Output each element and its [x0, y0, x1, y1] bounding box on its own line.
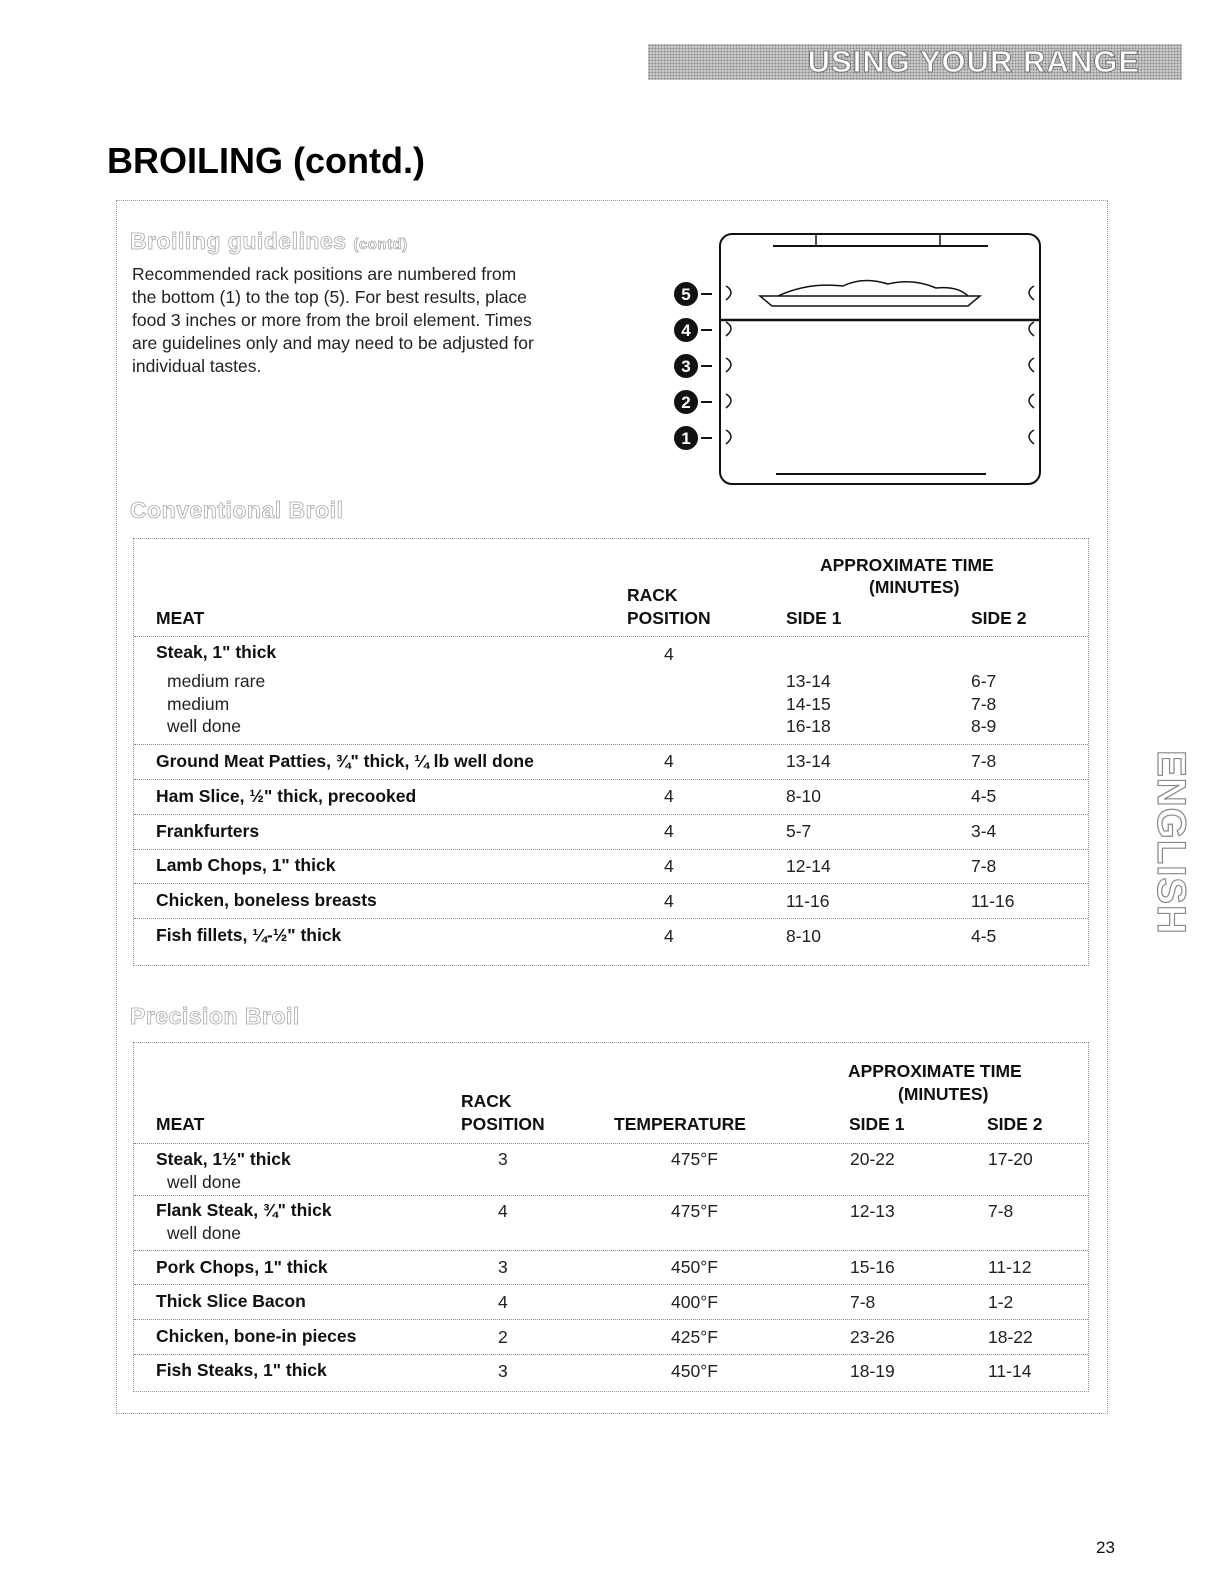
- conventional-broil-table: [133, 538, 1089, 966]
- table-row-side2: 17-20: [988, 1149, 1033, 1169]
- table-row-sub: well done: [167, 1223, 241, 1243]
- table-row-temp: 475°F: [671, 1201, 718, 1221]
- table-row-sub: well done: [167, 1172, 241, 1192]
- table-row-meat: Thick Slice Bacon: [156, 1291, 306, 1311]
- table-row-meat: Flank Steak, ¾" thick: [156, 1200, 332, 1220]
- table-row-side1: 20-22: [850, 1149, 895, 1169]
- precision-broil-table: [133, 1042, 1089, 1392]
- food-icon: [778, 280, 968, 296]
- table-row-temp: 425°F: [671, 1327, 718, 1347]
- guidelines-heading: [130, 228, 408, 255]
- table-row-rack: 4: [664, 891, 674, 911]
- table-row-rack: 4: [664, 926, 674, 946]
- table-row-side1: 5-7: [786, 821, 812, 841]
- guidelines-line: Recommended rack positions are numbered from: [132, 264, 517, 284]
- table-row-meat: Frankfurters: [156, 821, 260, 841]
- svg-text:2: 2: [681, 393, 691, 412]
- table-row-side1: 13-14: [786, 751, 831, 771]
- table-row-meat: well done: [167, 716, 241, 736]
- precision-broil-heading: Precision Broil: [130, 1003, 300, 1029]
- table-row-side1: 16-18: [786, 716, 831, 736]
- table-row-side2: 7-8: [988, 1201, 1014, 1221]
- table-row-side1: 12-13: [850, 1201, 895, 1221]
- guidelines-line: are guidelines only and may need to be adjusted for: [132, 333, 534, 353]
- table-row-temp: 450°F: [671, 1257, 718, 1277]
- table-row-side1: 12-14: [786, 856, 831, 876]
- guidelines-line: individual tastes.: [132, 356, 262, 376]
- table-row-meat: Ham Slice, ½" thick, precooked: [156, 786, 417, 806]
- minutes-header: (MINUTES): [869, 577, 960, 597]
- page-number: 23: [1096, 1538, 1115, 1557]
- table-row-meat: Chicken, bone-in pieces: [156, 1326, 357, 1346]
- rack-number-5: [674, 282, 712, 306]
- meat-header: MEAT: [156, 1114, 205, 1134]
- table-row-side1: 15-16: [850, 1257, 895, 1277]
- table-row-meat: Lamb Chops, 1" thick: [156, 855, 336, 875]
- minutes-header: (MINUTES): [898, 1084, 989, 1104]
- table-row-meat: Pork Chops, 1" thick: [156, 1257, 328, 1277]
- table-row-meat: medium: [167, 694, 230, 714]
- table-row-side1: 23-26: [850, 1327, 895, 1347]
- table-row-rack: 3: [498, 1149, 508, 1169]
- rack-number-3: [674, 354, 712, 378]
- table-row-rack: 4: [664, 751, 674, 771]
- table-row-rack: 4: [498, 1292, 508, 1312]
- temperature-header: TEMPERATURE: [614, 1114, 746, 1134]
- position-header: POSITION: [627, 608, 711, 628]
- table-row-side2: 1-2: [988, 1292, 1014, 1312]
- table-row-side2: 18-22: [988, 1327, 1033, 1347]
- table-row-rack: 4: [498, 1201, 508, 1221]
- guidelines-paragraph: [132, 263, 612, 378]
- table-row-meat: medium rare: [167, 671, 266, 691]
- table-row-rack: 2: [498, 1327, 508, 1347]
- table-row-side1: 14-15: [786, 694, 831, 714]
- table-row-rack: 3: [498, 1257, 508, 1277]
- page-title: BROILING (contd.): [107, 140, 425, 181]
- side1-header: SIDE 1: [849, 1114, 905, 1134]
- table-row-side2: 4-5: [971, 786, 997, 806]
- language-side-tab: [1148, 730, 1193, 955]
- rack-number-4: [674, 318, 712, 342]
- table-row-side2: 7-8: [971, 694, 997, 714]
- meat-header: MEAT: [156, 608, 205, 628]
- table-row-side1: 8-10: [786, 786, 822, 806]
- table-row-rack: 3: [498, 1361, 508, 1381]
- svg-text:3: 3: [681, 357, 691, 376]
- language-side-tab-text: ENGLISH: [1148, 750, 1193, 935]
- table-row-meat: Fish fillets, ¼-½" thick: [156, 925, 342, 945]
- broiler-pan: [760, 296, 980, 306]
- table-row-side1: 7-8: [850, 1292, 876, 1312]
- rack-header: RACK: [461, 1091, 512, 1111]
- table-row-side2: 11-12: [988, 1257, 1032, 1277]
- svg-text:5: 5: [681, 285, 691, 304]
- table-row-side2: 6-7: [971, 671, 997, 691]
- guidelines-line: food 3 inches or more from the broil element. Times: [132, 310, 532, 330]
- table-row-side1: 8-10: [786, 926, 822, 946]
- rack-number-2: [674, 390, 712, 414]
- oven-rack-diagram: [668, 228, 1048, 493]
- rack-header: RACK: [627, 585, 678, 605]
- table-row-side2: 7-8: [971, 856, 997, 876]
- conventional-broil-heading: Conventional Broil: [130, 497, 344, 523]
- section-banner: [648, 44, 1182, 80]
- table-row-meat: Steak, 1½" thick: [156, 1149, 291, 1169]
- table-row-meat: Ground Meat Patties, ¾" thick, ¼ lb well done: [156, 751, 534, 771]
- guidelines-line: the bottom (1) to the top (5). For best results, place: [132, 287, 527, 307]
- side1-header: SIDE 1: [786, 608, 842, 628]
- table-row-side2: 11-16: [971, 891, 1015, 911]
- table-row-side2: 4-5: [971, 926, 997, 946]
- table-row-meat: Chicken, boneless breasts: [156, 890, 377, 910]
- side2-header: SIDE 2: [971, 608, 1027, 628]
- table-row-meat: Fish Steaks, 1" thick: [156, 1360, 327, 1380]
- guidelines-heading-suffix: (contd): [353, 236, 408, 253]
- table-row-side2: 8-9: [971, 716, 997, 736]
- side2-header: SIDE 2: [987, 1114, 1043, 1134]
- table-row-rack: 4: [664, 786, 674, 806]
- table-row-side2: 3-4: [971, 821, 997, 841]
- rack-number-1: [674, 426, 712, 450]
- svg-text:4: 4: [681, 321, 691, 340]
- approx-time-header: APPROXIMATE TIME: [820, 555, 994, 575]
- table-row-temp: 450°F: [671, 1361, 718, 1381]
- guidelines-heading-text: Broiling guidelines: [130, 228, 347, 254]
- table-row-meat: Steak, 1" thick: [156, 642, 277, 662]
- table-row-rack: 4: [664, 821, 674, 841]
- table-row-side1: 18-19: [850, 1361, 895, 1381]
- table-row-side1: 13-14: [786, 671, 831, 691]
- table-row-side1: 11-16: [786, 891, 830, 911]
- approx-time-header: APPROXIMATE TIME: [848, 1061, 1022, 1081]
- oven-cavity-outline: [720, 234, 1040, 484]
- section-banner-text: USING YOUR RANGE: [807, 44, 1140, 79]
- table-row-rack: 4: [664, 644, 674, 664]
- table-row-temp: 400°F: [671, 1292, 718, 1312]
- table-row-side2: 11-14: [988, 1361, 1032, 1381]
- svg-text:1: 1: [681, 429, 691, 448]
- table-row-rack: 4: [664, 856, 674, 876]
- position-header: POSITION: [461, 1114, 545, 1134]
- table-row-temp: 475°F: [671, 1149, 718, 1169]
- table-row-side2: 7-8: [971, 751, 997, 771]
